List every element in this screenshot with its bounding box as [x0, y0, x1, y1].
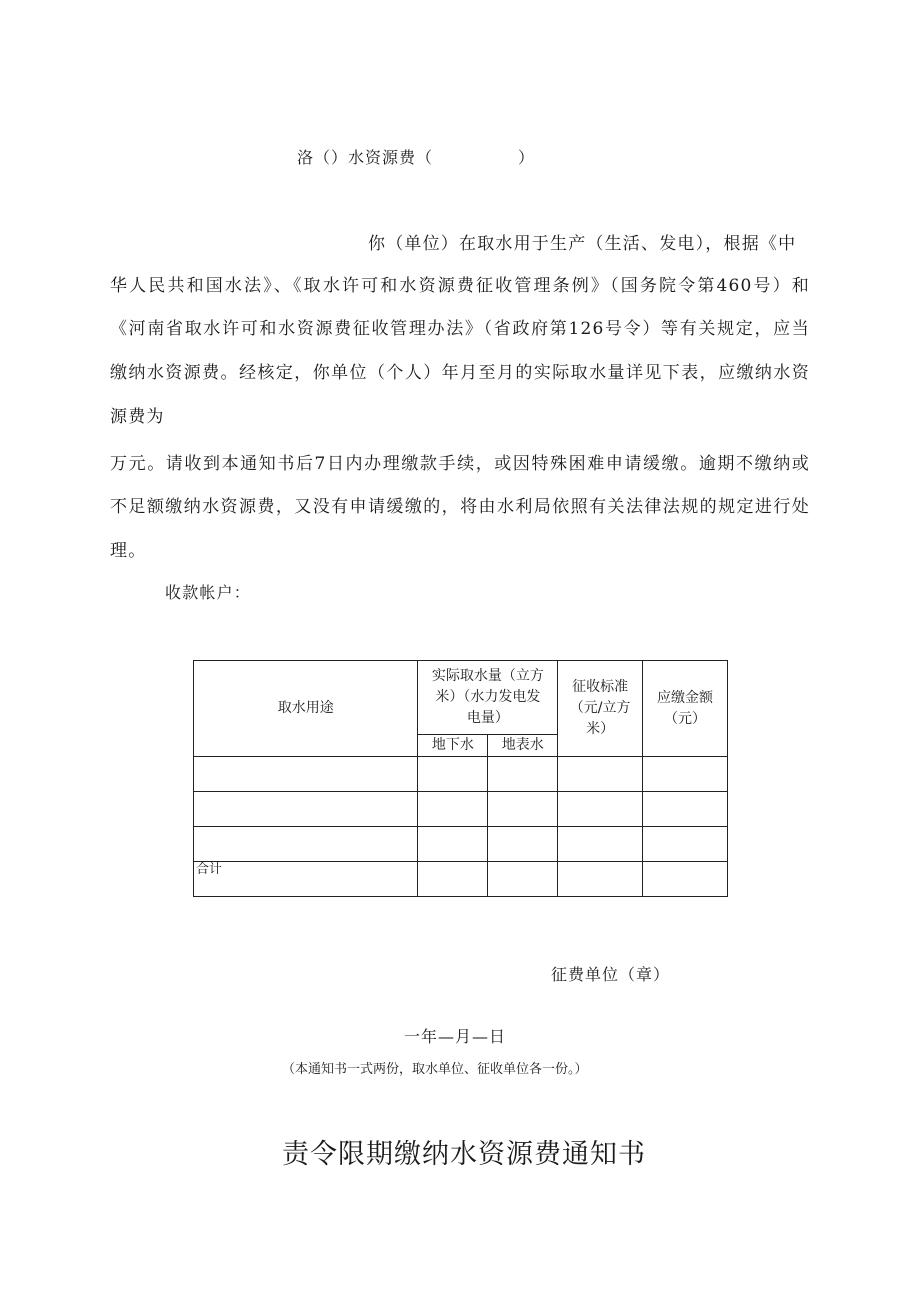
account-label: 收款帐户：: [165, 583, 252, 602]
header-surface-water: 地表水: [488, 735, 558, 757]
table-total-row: [194, 862, 728, 897]
body-line-1: 你（单位）在取水用于生产（生活、发电），根据《中: [368, 234, 797, 254]
table-row: [194, 757, 728, 792]
table-row: [194, 827, 728, 862]
header-amount: [643, 661, 728, 757]
table-cell[interactable]: [418, 827, 488, 862]
table-cell[interactable]: [558, 792, 643, 827]
body-line-7: 不足额缴纳水资源费，又没有申请缓缴的，将由水利局依照有关法律法规的规定进行处: [110, 497, 810, 517]
date-line: 一年—月—日: [404, 1027, 507, 1046]
water-fee-table: [193, 660, 728, 897]
body-line-2: 华人民共和国水法》、《取水许可和水资源费征收管理条例》（国务院令第460号）和: [110, 276, 810, 296]
table-cell[interactable]: [643, 827, 728, 862]
table-cell[interactable]: [558, 827, 643, 862]
header-usage: 取水用途: [194, 661, 418, 757]
table-cell[interactable]: [488, 827, 558, 862]
next-document-title: 责令限期缴纳水资源费通知书: [282, 1139, 646, 1170]
header-rate: [558, 661, 643, 757]
header-amount-line-2: （元）: [664, 710, 707, 727]
table-row: [194, 792, 728, 827]
table-cell[interactable]: [643, 792, 728, 827]
header-groundwater: 地下水: [418, 735, 488, 757]
body-line-6: 万元。请收到本通知书后7日内办理缴款手续，或因特殊困难申请缓缴。逾期不缴纳或: [110, 454, 810, 474]
table-cell[interactable]: [418, 792, 488, 827]
table-cell[interactable]: [194, 792, 418, 827]
collector-seal-label: 征费单位（章）: [551, 965, 671, 984]
total-label: 合计: [194, 862, 418, 897]
table-cell[interactable]: [643, 757, 728, 792]
copies-note: （本通知书一式两份，取水单位、征收单位各一份。）: [282, 1062, 588, 1077]
header-actual-volume: [418, 661, 558, 735]
header-amount-line-1: 应缴金额: [657, 689, 714, 706]
table-cell[interactable]: [418, 862, 488, 897]
table-cell[interactable]: [488, 862, 558, 897]
body-line-5: 源费为: [110, 407, 165, 427]
table-cell[interactable]: [418, 757, 488, 792]
table-cell[interactable]: [558, 862, 643, 897]
header-rate-line-1: 征收标准: [572, 679, 629, 695]
table-cell[interactable]: [488, 757, 558, 792]
table-cell[interactable]: [194, 757, 418, 792]
table-cell[interactable]: [194, 827, 418, 862]
table-cell[interactable]: [558, 757, 643, 792]
header-rate-line-2: （元/立方: [569, 700, 631, 716]
body-line-3: 《河南省取水许可和水资源费征收管理办法》（省政府第126号令）等有关规定，应当: [110, 319, 810, 339]
header-actual-volume-line-3: 电量）: [466, 710, 509, 726]
table-cell[interactable]: [643, 862, 728, 897]
document-reference-line: 洛（）水资源费（ ）: [297, 148, 536, 167]
body-line-4: 缴纳水资源费。经核定，你单位（个人）年月至月的实际取水量详见下表，应缴纳水资: [110, 363, 810, 383]
header-actual-volume-line-2: 米）（水力发电发: [435, 689, 541, 705]
header-actual-volume-line-1: 实际取水量（立方: [431, 668, 544, 684]
header-rate-line-3: 米）: [586, 721, 615, 737]
table-cell[interactable]: [488, 792, 558, 827]
body-line-8: 理。: [110, 541, 147, 561]
